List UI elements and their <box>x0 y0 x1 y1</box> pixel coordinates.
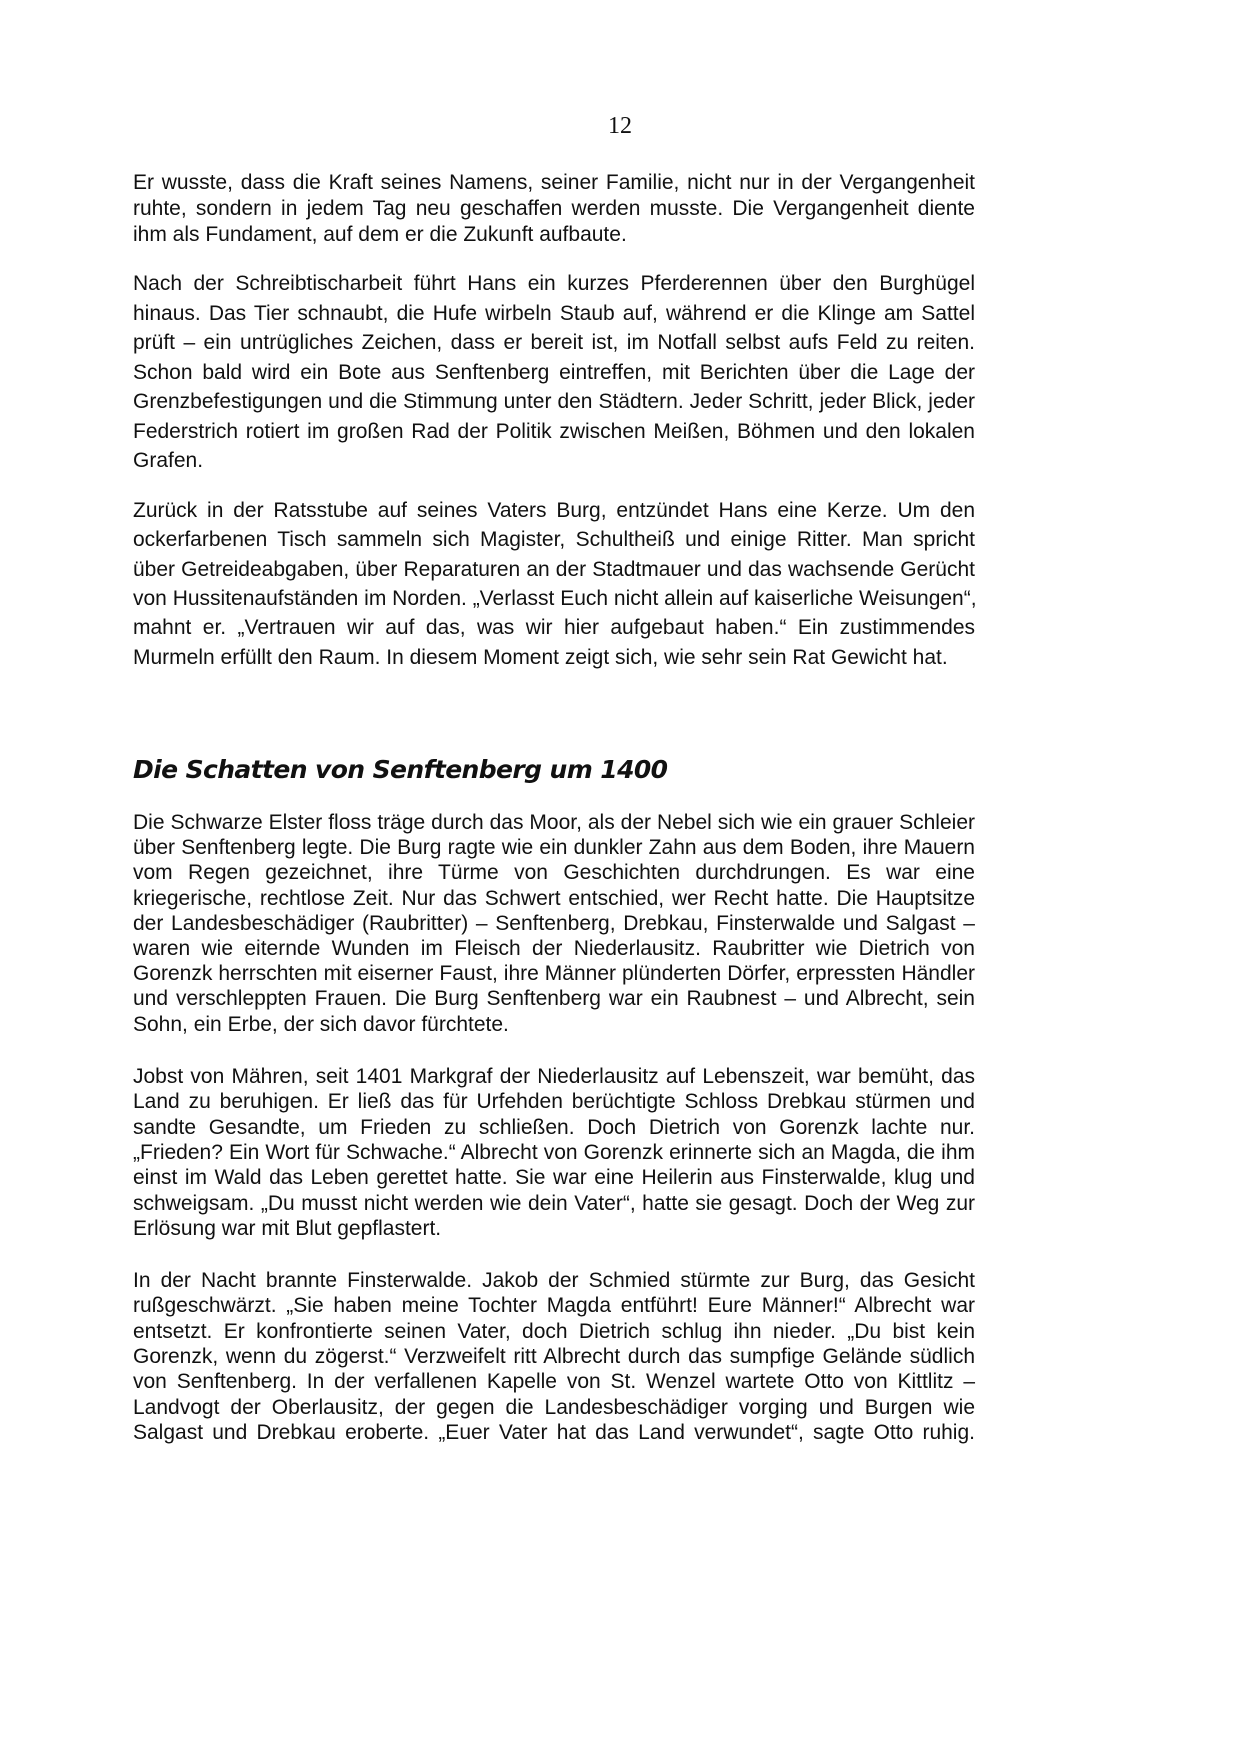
text-line: Grenzbefestigungen und die Stimmung unter den Städtern. Jeder Schritt, jeder Blick, jeder <box>133 390 975 413</box>
text-line: Erlösung war mit Blut gepflastert. <box>133 1216 442 1240</box>
text-line: Schon bald wird ein Bote aus Senftenberg eintreffen, mit Berichten über die Lage der <box>133 360 975 384</box>
text-line: Landvogt der Oberlausitz, der gegen die Landesbeschädiger vorging und Burgen wie <box>133 1395 975 1419</box>
text-line: hinaus. Das Tier schnaubt, die Hufe wirbeln Staub auf, während er die Klinge am Sattel <box>133 301 975 325</box>
text-line: Sohn, ein Erbe, der sich davor fürchtete. <box>133 1012 509 1036</box>
text-line: Nach der Schreibtischarbeit führt Hans ein kurzes Pferderennen über den Burghügel <box>133 272 975 295</box>
text-line: Jobst von Mähren, seit 1401 Markgraf der Niederlausitz auf Lebenszeit, war bemüht, das <box>133 1065 975 1088</box>
text-line: prüft – ein untrügliches Zeichen, dass er bereit ist, im Notfall selbst aufs Feld zu reiten. <box>133 331 975 354</box>
text-line: entsetzt. Er konfrontierte seinen Vater, doch Dietrich schlug ihn nieder. „Du bist kein <box>133 1319 975 1343</box>
text-line: Murmeln erfüllt den Raum. In diesem Moment zeigt sich, wie sehr sein Rat Gewicht hat. <box>133 645 948 669</box>
text-line: Grafen. <box>133 449 204 472</box>
text-line: Land zu beruhigen. Er ließ das für Urfehden berüchtigte Schloss Drebkau stürmen und <box>133 1090 975 1114</box>
text-line: und verschleppten Frauen. Die Burg Senftenberg war ein Raubnest – und Albrecht, sein <box>133 987 975 1011</box>
text-line: von Senftenberg. In der verfallenen Kapelle von St. Wenzel wartete Otto von Kittlitz – <box>133 1370 975 1394</box>
text-line: ockerfarbenen Tisch sammeln sich Magister, Schultheiß und einige Ritter. Man spricht <box>133 528 975 552</box>
text-line: In der Nacht brannte Finsterwalde. Jakob der Schmied stürmte zur Burg, das Gesicht <box>133 1269 975 1292</box>
text-line: schweigsam. „Du musst nicht werden wie dein Vater“, hatte sie gesagt. Doch der Weg zur <box>133 1191 975 1215</box>
page-number: 12 <box>608 113 632 139</box>
text-line: ruhte, sondern in jedem Tag neu geschaffen werden musste. Die Vergangenheit diente <box>133 197 975 220</box>
text-line: rußgeschwärzt. „Sie haben meine Tochter Magda entführt! Eure Männer!“ Albrecht war <box>133 1294 975 1318</box>
text-line: vom Regen gezeichnet, ihre Türme von Geschichten durchdrungen. Es war eine <box>133 861 975 885</box>
text-line: Federstrich rotiert im großen Rad der Politik zwischen Meißen, Böhmen und den lokalen <box>133 419 975 443</box>
text-line: einst im Wald das Leben gerettet hatte. Sie war eine Heilerin aus Finsterwalde, klug und <box>133 1166 975 1190</box>
section-heading: Die Schatten von Senftenberg um 1400 <box>133 755 668 784</box>
text-line: ihm als Fundament, auf dem er die Zukunft aufbaute. <box>133 223 627 246</box>
text-line: über Getreideabgaben, über Reparaturen an der Stadtmauer und das wachsende Gerücht <box>133 557 975 581</box>
text-line: „Frieden? Ein Wort für Schwache.“ Albrecht von Gorenzk erinnerte sich an Magda, die ihm <box>133 1140 975 1164</box>
text-line: Gorenzk, wenn du zögerst.“ Verzweifelt ritt Albrecht durch das sumpfige Gelände südlich <box>133 1344 975 1368</box>
text-line: waren wie eiternde Wunden im Fleisch der Niederlausitz. Raubritter wie Dietrich von <box>133 937 975 960</box>
text-line: sandte Gesandte, um Frieden zu schließen. Doch Dietrich von Gorenzk lachte nur. <box>133 1115 975 1139</box>
text-line: Er wusste, dass die Kraft seines Namens, seiner Familie, nicht nur in der Vergangenheit <box>133 171 975 194</box>
text-line: Salgast und Drebkau eroberte. „Euer Vater hat das Land verwundet“, sagte Otto ruhig. <box>133 1420 975 1444</box>
text-line: Gorenzk herrschten mit eiserner Faust, ihre Männer plünderten Dörfer, erpressten Händler <box>133 962 975 986</box>
text-line: über Senftenberg legte. Die Burg ragte wie ein dunkler Zahn aus dem Boden, ihre Mauern <box>133 836 975 860</box>
text-line: der Landesbeschädiger (Raubritter) – Senftenberg, Drebkau, Finsterwalde und Salgast – <box>133 911 975 935</box>
text-line: Die Schwarze Elster floss träge durch das Moor, als der Nebel sich wie ein grauer Schleier <box>133 811 975 834</box>
text-line: kriegerische, rechtlose Zeit. Nur das Schwert entschied, wer Recht hatte. Die Hauptsitze <box>133 886 975 910</box>
text-line: von Hussitenaufständen im Norden. „Verlasst Euch nicht allein auf kaiserliche Weisungen“, <box>133 586 977 610</box>
text-line: mahnt er. „Vertrauen wir auf das, was wir hier aufgebaut haben.“ Ein zustimmendes <box>133 616 975 640</box>
text-line: Zurück in der Ratsstube auf seines Vaters Burg, entzündet Hans eine Kerze. Um den <box>133 499 975 522</box>
